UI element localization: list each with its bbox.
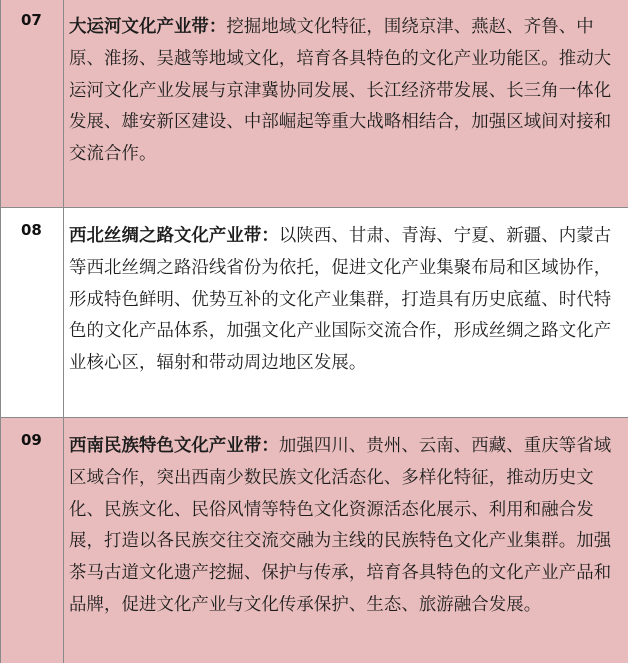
table-row — [1, 0, 628, 208]
row-number: 08 — [1, 208, 64, 417]
row-content — [64, 418, 628, 663]
row-body: 挖掘地域文化特征，围绕京津、燕赵、齐鲁、中原、淮扬、吴越等地域文化，培育各具特色的文化产业功能区。推动大运河文化产业发展与京津冀协同发展、长江经济带发展、长三角一体化发展、雄安新区建设、中部崛起等重大战略相结合，加强区域间对接和交流合作。 — [69, 17, 612, 165]
row-number: 07 — [1, 0, 64, 207]
row-content — [64, 208, 628, 417]
table-row — [1, 418, 628, 663]
row-number: 09 — [1, 418, 64, 663]
row-body: 加强四川、贵州、云南、西藏、重庆等省域区域合作，突出西南少数民族文化活态化、多样化特征，推动历史文化、民族文化、民俗风情等特色文化资源活态化展示、利用和融合发展，打造以各民族交往交流交融为主线的民族特色文化产业集群。加强茶马古道文化遗产挖掘、保护与传承，培育各具特色的文化产业产品和品牌，促进文化产业与文化传承保护、生态、旅游融合发展。 — [69, 436, 612, 615]
row-title: 西北丝绸之路文化产业带： — [69, 226, 279, 246]
row-title: 西南民族特色文化产业带： — [69, 436, 279, 456]
row-body: 以陕西、甘肃、青海、宁夏、新疆、内蒙古等西北丝绸之路沿线省份为依托，促进文化产业集聚布局和区域协作，形成特色鲜明、优势互补的文化产业集群，打造具有历史底蕴、时代特色的文化产品体系，加强文化产业国际交流合作，形成丝绸之路文化产业核心区，辐射和带动周边地区发展。 — [69, 226, 612, 374]
row-content — [64, 0, 628, 207]
table-row — [1, 208, 628, 418]
row-title: 大运河文化产业带： — [69, 17, 227, 37]
